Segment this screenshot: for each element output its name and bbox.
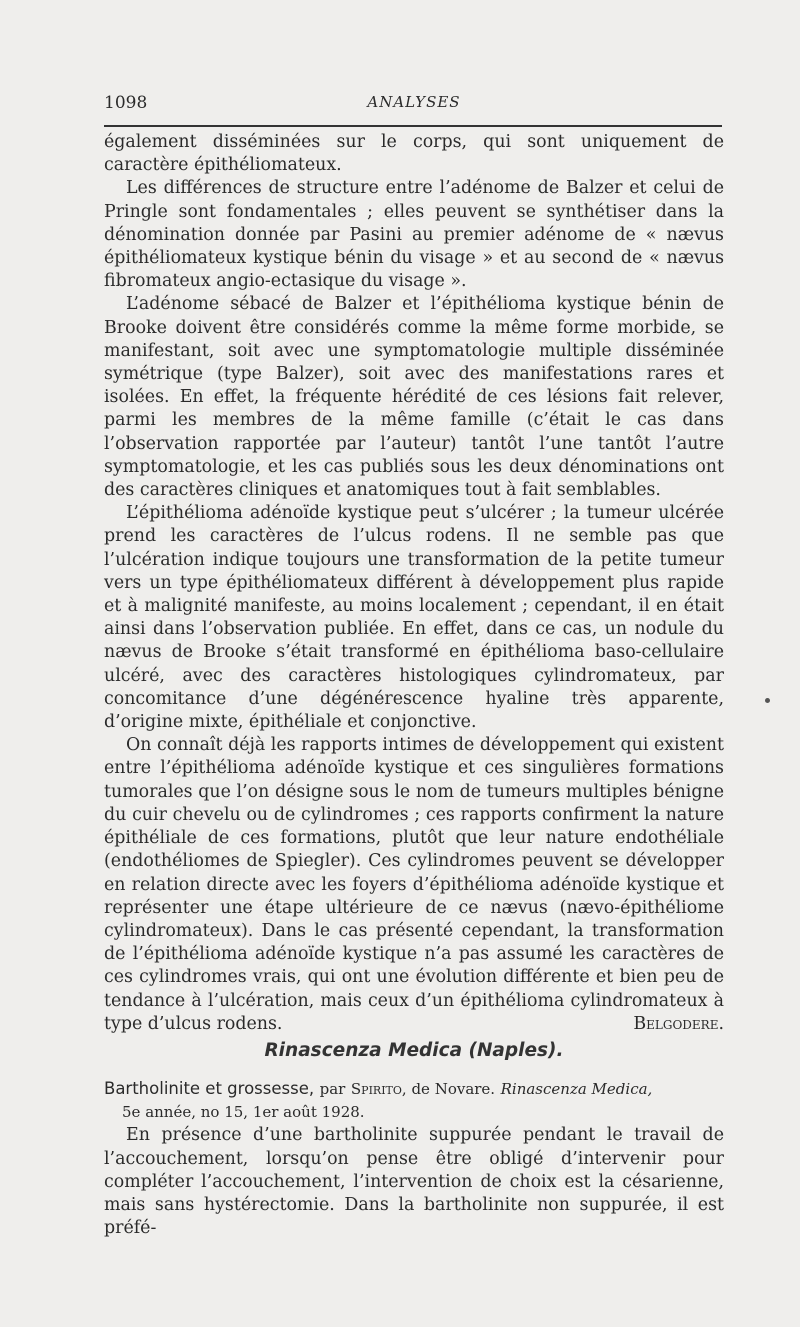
article-body (104, 1077, 724, 1240)
analysis-body (104, 131, 724, 1036)
article-title: Bartholinite et grossesse, (104, 1079, 315, 1098)
header-rule (104, 125, 722, 127)
signature: Belgodere. (633, 1013, 724, 1034)
paragraph: L’adénome sébacé de Balzer et l’épithélioma kystique bénin de Brooke doivent être considérés comme la même forme morbide, se manifestant, soit avec une symptomatologie multiple disséminée symétrique (type Balzer), soit avec des manifestations rares et isolées. En effet, la fréquente hérédité de ces lésions fait relever, parmi les membres de la même famille (c’était le cas dans l’observation rapportée par l’auteur) tantôt l’une tantôt l’autre symptomatologie, et les cas publiés sous les deux dénominations ont des caractères cliniques et anatomiques tout à fait semblables. (104, 294, 724, 501)
journal-name: Rinascenza Medica, (500, 1080, 653, 1098)
author-place: , de Novare. (401, 1080, 496, 1098)
article-author: Spirito (350, 1080, 402, 1098)
paragraph: L’épithélioma adénoïde kystique peut s’ulcérer ; la tumeur ulcérée prend les caractères de l’ulcus rodens. Il ne semble pas que l’ulcération indique toujours une transformation de la petite tumeur vers un type épithéliomateux différent à développement plus rapide et à malignité manifeste, au moins localement ; cependant, il en était ainsi dans l’observation publiée. En effet, dans ce cas, un nodule du nævus de Brooke s’était transformé en épithélioma baso-cellulaire ulcéré, avec des caractères histologiques cylindromateux, par concomitance d’une dégénérescence hyaline très apparente, d’origine mixte, épithéliale et conjonctive. (104, 503, 724, 733)
print-speck (765, 698, 770, 703)
paragraph: En présence d’une bartholinite suppurée pendant le travail de l’accouchement, lorsqu’on pense être obligé d’intervenir pour compléter l’accouchement, l’intervention de choix est la césarienne, mais sans hystérectomie. Dans la bartholinite non suppurée, il est préfé- (104, 1125, 724, 1239)
byline-prefix: par (319, 1080, 346, 1098)
running-head: ANALYSES (367, 93, 461, 111)
article-heading (104, 1077, 724, 1124)
page-number: 1098 (104, 93, 148, 113)
journal-reference: 5e année, no 15, 1er août 1928. (122, 1103, 365, 1122)
page-header (104, 93, 724, 117)
paragraph: Les différences de structure entre l’adénome de Balzer et celui de Pringle sont fondamentales ; elles peuvent se synthétiser dans la dénomination donnée par Pasini au premier adénome de « nævus épithéliomateux kystique bénin du visage » et au second de « nævus fibromateux angio-ectasique du visage ». (104, 178, 724, 292)
paragraph: également disséminées sur le corps, qui sont uniquement de caractère épithéliomateux. (104, 132, 724, 176)
section-title: Rinascenza Medica (Naples). (264, 1040, 564, 1061)
paragraph: On connaît déjà les rapports intimes de développement qui existent entre l’épithélioma adénoïde kystique et ces singulières formations tumorales que l’on désigne sous le nom de tumeurs multiples bénigne du cuir chevelu ou de cylindromes ; ces rapports confirment la nature épithéliale de ces formations, plutôt que leur nature endothéliale (endothéliomes de Spiegler). Ces cylindromes peuvent se développer en relation directe avec les foyers d’épithélioma adénoïde kystique et représenter une étape ultérieure de ce nævus (nævo-épithéliome cylindromateux). Dans le cas présenté cependant, la transformation de l’épithélioma adénoïde kystique n’a pas assumé les caractères de ces cylindromes vrais, qui ont une évolution différente et bien peu de tendance à l’ulcération, mais ceux d’un épithélioma cylindromateux à type d’ulcus rodens. (104, 735, 724, 1034)
paragraph-with-signature (104, 734, 724, 1036)
